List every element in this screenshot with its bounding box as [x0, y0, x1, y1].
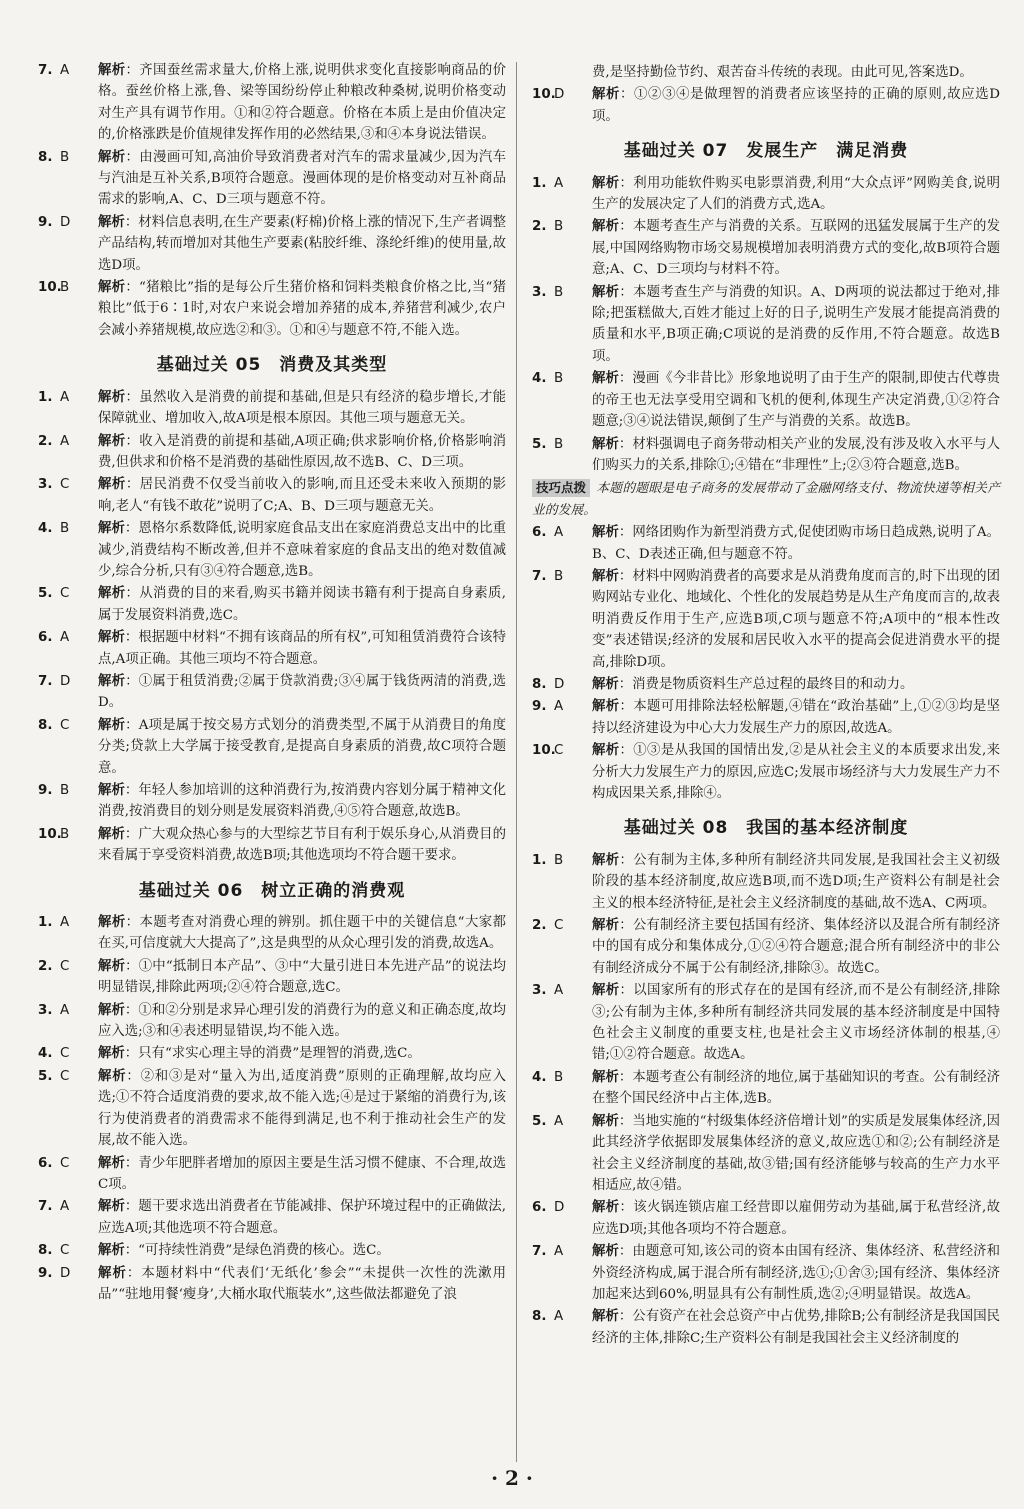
jiexi-label: 解析	[98, 432, 126, 449]
jiexi-label: 解析	[98, 782, 125, 798]
answer-item	[532, 216, 1000, 280]
left-pre-items	[38, 60, 506, 341]
answer-item	[38, 956, 506, 999]
jiexi-label: 解析	[98, 1198, 125, 1215]
answer-item	[38, 583, 506, 626]
jiexi-label: 解析	[98, 148, 126, 165]
item-number: 7.	[38, 673, 53, 689]
answer-item	[532, 566, 1000, 673]
answer-item	[532, 1306, 1000, 1349]
item-answer: B	[554, 284, 564, 300]
item-answer: A	[554, 525, 564, 541]
page-number: · 2 ·	[491, 1466, 533, 1490]
item-text: ：A项是属于按交易方式划分的消费类型,不属于从消费目的角度分类;贷款上大学属于接受教育,是提高自身素质的消费,故C项符合题意。	[98, 717, 506, 776]
item-number: 3.	[38, 1002, 53, 1018]
item-text: ：当地实施的“村级集体经济倍增计划”的实质是发展集体经济,因此其经济学依据即发展集体经济的意义,故应选①和②;公有制经济是社会主义经济制度的基础,故③错;国有经济能够与较高的生产力水平相适应,故④错。	[592, 1113, 1001, 1193]
item-text: ：收入是消费的前提和基础,A项正确;供求影响价格,价格影响消费,但供求和价格不是消费的基础性原因,故不选B、C、D三项。	[98, 433, 507, 470]
item-text: ：①中“抵制日本产品”、③中“大量引进日本先进产品”的说法均明显错误,排除此两项;②④符合题意,选C。	[98, 958, 506, 996]
answer-item	[532, 674, 1000, 695]
answer-item	[532, 696, 1000, 739]
item-text: ：由题意可知,该公司的资本由国有经济、集体经济、私营经济和外资经济构成,属于混合所有制经济,选①;①舍③;国有经济、集体经济加起来达到60%,明显具有公有制性质,选②;④明显错误。故选A。	[592, 1244, 1000, 1302]
jiexi-label: 解析	[98, 62, 126, 78]
item-answer: A	[60, 1002, 70, 1018]
item-number: 3.	[532, 983, 547, 999]
answer-item	[38, 912, 506, 955]
item-answer: A	[554, 1244, 564, 1260]
item-answer: A	[554, 1309, 564, 1325]
answer-item	[38, 212, 506, 276]
jiexi-label: 解析	[98, 1067, 127, 1084]
answer-item	[38, 671, 506, 714]
jiexi-label: 解析	[592, 1199, 620, 1216]
jiexi-label: 解析	[98, 957, 126, 974]
item-number: 1.	[38, 389, 53, 405]
item-text: ：齐国蚕丝需求量大,价格上涨,说明供求变化直接影响商品的价格。蚕丝价格上涨,鲁、梁等国纷纷停止种粮改种桑树,说明价格变动对生产具有调节作用。①和②符合题意。价格在本质上是由价值决定的,价格涨跌是价值规律发挥作用的必然结果,③和④本身说法错误。	[98, 63, 507, 143]
item-number: 3.	[532, 284, 547, 300]
jiexi-label: 解析	[98, 629, 125, 646]
jiexi-label: 解析	[592, 917, 620, 934]
item-answer: D	[554, 1200, 565, 1216]
item-answer: C	[60, 586, 70, 602]
answer-item	[38, 824, 506, 867]
jiexi-label: 解析	[592, 435, 619, 452]
jiexi-label: 解析	[98, 1264, 127, 1281]
jiexi-label: 解析	[98, 716, 126, 733]
answer-item	[38, 1240, 506, 1261]
answer-item	[532, 173, 1000, 216]
jiexi-label: 解析	[98, 1242, 125, 1259]
jiexi-label: 解析	[98, 213, 125, 230]
item-text: ：①属于租赁消费;②属于贷款消费;③④属于钱货两清的消费,选D。	[98, 673, 507, 711]
item-number: 8.	[38, 1243, 53, 1259]
answer-item	[38, 1066, 506, 1152]
item-answer: A	[554, 175, 564, 191]
tip-text: 本题的题眼是电子商务的发展带动了金融网络支付、物流快递等相关产业的发展。	[532, 481, 1000, 518]
answer-item	[532, 368, 1000, 432]
jiexi-label: 解析	[592, 851, 620, 868]
item-number: 4.	[38, 521, 53, 537]
item-text: ：材料强调电子商务带动相关产业的发展,没有涉及收入水平与人们购买力的关系,排除①;④错在“非理性”上;②③符合题意,选B。	[592, 436, 1000, 473]
item-answer: B	[60, 826, 70, 842]
item-answer: C	[554, 743, 564, 759]
item-number: 8.	[532, 676, 547, 692]
item-text: ：由漫画可知,高油价导致消费者对汽车的需求量减少,因为汽车与汽油是互补关系,B项符合题意。漫画体现的是价格变动对互补商品需求的影响,A、C、D三项与题意不符。	[98, 149, 507, 208]
item-number: 4.	[38, 1046, 53, 1062]
answer-item	[532, 1111, 1000, 1197]
item-text: ：以国家所有的形式存在的是国有经济,而不是公有制经济,排除③;公有制为主体,多种所有制经济共同发展的基本经济制度是中国特色社会主义制度的重要支柱,也是社会主义市场经济体制的根基,④错;①②符合题意。故选A。	[592, 983, 1001, 1063]
section-05-items	[38, 387, 506, 867]
answer-item	[38, 1043, 506, 1064]
item-answer: B	[554, 1069, 564, 1085]
item-answer: B	[60, 149, 70, 165]
item-text: ：材料中网购消费者的高要求是从消费角度而言的,时下出现的团购网站专业化、地域化、个性化的发展趋势是从生产角度而言的,故表明消费反作用于生产,应选B项,C项与题意不符;A项中的“根本性改变”表述错误;经济的发展和居民收入水平的提高会促进消费水平的提高,排除D项。	[592, 568, 1000, 670]
item-answer: B	[60, 280, 70, 296]
jiexi-label: 解析	[98, 914, 126, 931]
answer-item	[38, 518, 506, 582]
answer-item	[38, 1263, 506, 1306]
item-answer: B	[554, 852, 564, 868]
item-text: ：网络团购作为新型消费方式,促使团购市场日趋成熟,说明了A。B、C、D表述正确,但与题意不符。	[592, 525, 1001, 562]
item-number: 8.	[38, 149, 53, 165]
answer-item	[532, 740, 1000, 804]
item-answer: A	[60, 433, 70, 449]
item-answer: D	[60, 673, 71, 689]
item-text: ：本题考查生产与消费的关系。互联网的迅猛发展属于生产的发展,中国网络购物市场交易规模增加表明消费方式的变化,故B项符合题意;A、C、D三项均与材料不符。	[592, 219, 1001, 278]
item-text: ：漫画《今非昔比》形象地说明了由于生产的限制,即使古代尊贵的帝王也无法享受用空调和飞机的便利,体现生产决定消费,①②符合题意;③④说法错误,颠倒了生产与消费的关系。故选B。	[592, 371, 1000, 430]
answer-item	[532, 282, 1000, 368]
answer-item	[532, 1241, 1000, 1305]
right-column	[532, 62, 1000, 1350]
item-number: 6.	[38, 630, 53, 646]
column-divider	[516, 62, 517, 1462]
answer-item	[38, 474, 506, 517]
jiexi-label: 解析	[98, 1001, 125, 1018]
answer-item	[532, 1067, 1000, 1110]
answer-item	[532, 1197, 1000, 1240]
item-number: 5.	[532, 1113, 547, 1129]
item-number: 4.	[532, 1069, 547, 1085]
answer-item	[38, 277, 506, 341]
item-text: ：材料信息表明,在生产要素(籽棉)价格上涨的情况下,生产者调整产品结构,转而增加对其他生产要素(粘胶纤维、涤纶纤维)的使用量,故选D项。	[98, 214, 506, 273]
jiexi-label: 解析	[592, 698, 620, 715]
left-column	[38, 60, 506, 1306]
item-answer: D	[60, 214, 71, 230]
item-answer: C	[60, 1155, 70, 1171]
item-answer: A	[554, 983, 564, 999]
item-text: ：“可持续性消费”是绿色消费的核心。选C。	[124, 1243, 390, 1259]
answer-item	[38, 1153, 506, 1196]
section-07-items	[532, 173, 1000, 805]
item-answer: B	[554, 371, 564, 387]
answer-item	[532, 980, 1000, 1066]
item-number: 3.	[38, 477, 53, 493]
item-answer: B	[554, 568, 564, 584]
item-text: ：①③是从我国的国情出发,②是从社会主义的本质要求出发,来分析大力发展生产力的原因,应选C;发展市场经济与大力发展生产力不构成因果关系,排除④。	[592, 743, 1001, 801]
item-text: ：居民消费不仅受当前收入的影响,而且还受未来收入预期的影响,老人“有钱不敢花”说明了C;A、B、D三项与题意无关。	[98, 477, 506, 514]
section-title-08: 基础过关 08 我国的基本经济制度	[623, 818, 909, 839]
item-number: 2.	[38, 958, 53, 974]
item-number: 5.	[38, 586, 53, 602]
item-answer: C	[60, 1068, 70, 1084]
item-number: 10.	[532, 743, 556, 759]
jiexi-label: 解析	[98, 1154, 125, 1171]
item-number: 7.	[38, 1199, 53, 1215]
item-number: 2.	[532, 918, 547, 934]
jiexi-label: 解析	[592, 370, 619, 387]
item-number: 5.	[38, 1068, 53, 1084]
item-text: ：本题考查公有制经济的地位,属于基础知识的考查。公有制经济在整个国民经济中占主体,选B。	[592, 1069, 1000, 1107]
item-answer: A	[60, 915, 70, 931]
item-answer: D	[554, 87, 565, 103]
item-answer: C	[60, 1046, 70, 1062]
item-text: ：本题考查对消费心理的辨别。抓住题干中的关键信息“大家都在买,可信度就大大提高了”,这是典型的从众心理引发的消费,故选A。	[98, 915, 507, 952]
section-title-06: 基础过关 06 树立正确的消费观	[138, 880, 406, 901]
answer-item	[38, 431, 506, 474]
item-number: 9.	[38, 1265, 53, 1281]
item-answer: C	[60, 1243, 70, 1259]
jiexi-label: 解析	[98, 476, 126, 493]
tip-box	[532, 478, 1000, 521]
jiexi-label: 解析	[592, 524, 619, 541]
jiexi-label: 解析	[592, 742, 620, 759]
item-text: ：①②③④是做理智的消费者应该坚持的正确的原则,故应选D项。	[592, 87, 1000, 124]
item-number: 4.	[532, 371, 547, 387]
item-number: 9.	[38, 214, 53, 230]
answer-item	[38, 60, 506, 146]
answer-item	[532, 434, 1000, 477]
jiexi-label: 解析	[98, 672, 126, 689]
jiexi-label: 解析	[592, 1308, 619, 1325]
jiexi-label: 解析	[592, 567, 619, 584]
item-answer: A	[60, 63, 70, 78]
item-text: ：青少年肥胖者增加的原因主要是生活习惯不健康、不合理,故选C项。	[98, 1155, 506, 1192]
item-number: 1.	[38, 915, 53, 931]
jiexi-label: 解析	[592, 982, 620, 999]
item-number: 7.	[532, 1244, 547, 1260]
item-text: ：从消费的目的来看,购买书籍并阅读书籍有利于提高自身素质,属于发展资料消费,选C。	[98, 586, 507, 623]
item-text: ：消费是物质资料生产总过程的最终目的和动力。	[618, 676, 914, 692]
item-text: ：利用功能软件购买电影票消费,利用“大众点评”网购美食,说明生产的发展决定了人们的消费方式,选A。	[592, 175, 1001, 213]
item-number: 1.	[532, 852, 547, 868]
item-text: ：本题可用排除法轻松解题,④错在“政治基础”上,①②③均是坚持以经济建设为中心大力发展生产力的原因,故选A。	[592, 699, 1001, 736]
item-text: ：该火锅连锁店雇工经营即以雇佣劳动为基础,属于私营经济,故应选D项;其他各项均不符合题意。	[592, 1200, 1001, 1237]
item-text: ：“猪粮比”指的是每公斤生猪价格和饲料类粮食价格之比,当“猪粮比”低于6∶1时,对农户来说会增加养猪的成本,养猪营利减少,农户会减小养猪规模,故应选②和③。①和④与题意不符,不能入选。	[98, 280, 507, 338]
continued-text	[532, 62, 1000, 83]
section-08-items	[532, 850, 1000, 1349]
answer-item	[38, 387, 506, 430]
item-number: 10.	[38, 280, 62, 296]
item-text: ：①和②分别是求异心理引发的消费行为的意义和正确态度,故均应入选;③和④表述明显错误,均不能入选。	[98, 1002, 506, 1040]
jiexi-label: 解析	[592, 1112, 619, 1129]
answer-item	[532, 915, 1000, 979]
jiexi-label: 解析	[592, 86, 621, 103]
item-number: 1.	[532, 175, 547, 191]
jiexi-label: 解析	[592, 1068, 619, 1085]
item-answer: D	[60, 1265, 71, 1281]
jiexi-label: 解析	[98, 1045, 125, 1062]
item-text: ：公有资产在社会总资产中占优势,排除B;公有制经济是我国国民经济的主体,排除C;生产资料公有制是我国社会主义经济制度的	[592, 1309, 1001, 1346]
item-text: ：年轻人参加培训的这种消费行为,按消费内容划分属于精神文化消费,按消费目的划分则是发展资料消费,④⑤符合题意,故选B。	[98, 783, 506, 820]
item-answer: C	[554, 918, 564, 934]
tip-label: 技巧点拨	[532, 479, 590, 497]
item-number: 2.	[532, 219, 547, 235]
jiexi-label: 解析	[98, 585, 126, 602]
item-number: 5.	[532, 436, 547, 452]
item-text: ：本题材料中“代表们‘无纸化’参会”“未提供一次性的洗漱用品”“驻地用餐‘瘦身’,大桶水取代瓶装水”,这些做法都避免了浪	[98, 1265, 506, 1302]
item-answer: A	[554, 699, 564, 715]
item-text: ：本题考查生产与消费的知识。A、D两项的说法都过于绝对,排除;把蛋糕做大,百姓才能过上好的日子,说明生产发展才能提高消费的质量和水平,B项正确;C项说的是消费的反作用,不符合题意。故选B项。	[592, 284, 1000, 364]
item-number: 7.	[38, 63, 53, 78]
jiexi-label: 解析	[592, 1243, 619, 1260]
item-answer: A	[60, 389, 70, 405]
item-answer: B	[60, 783, 70, 798]
answer-item	[38, 627, 506, 670]
section-06-items	[38, 912, 506, 1305]
answer-item	[532, 850, 1000, 914]
jiexi-label: 解析	[98, 279, 126, 296]
item-text: ：题干要求选出消费者在节能减排、保护环境过程中的正确做法,应选A项;其他选项不符合题意。	[98, 1199, 506, 1236]
item-number: 9.	[532, 699, 547, 715]
answer-item	[38, 780, 506, 823]
jiexi-label: 解析	[98, 520, 125, 537]
jiexi-label: 解析	[98, 388, 126, 405]
jiexi-label: 解析	[592, 675, 619, 692]
item-text: ：广大观众热心参与的大型综艺节目有利于娱乐身心,从消费目的来看属于享受资料消费,故选B项;其他选项均不符合题干要求。	[98, 826, 506, 864]
jiexi-label: 解析	[592, 283, 620, 300]
item-text: ：恩格尔系数降低,说明家庭食品支出在家庭消费总支出中的比重减少,消费结构不断改善,但并不意味着家庭的食品支出的绝对数值减少,综合分析,只有③④符合题意,选B。	[98, 521, 506, 579]
item-number: 8.	[532, 1309, 547, 1325]
answer-item	[532, 522, 1000, 565]
item-number: 6.	[532, 1200, 547, 1216]
item-number: 9.	[38, 783, 53, 798]
answer-item	[38, 1000, 506, 1043]
answer-item	[38, 715, 506, 779]
section-title-07: 基础过关 07 发展生产 满足消费	[623, 141, 909, 162]
item-number: 2.	[38, 433, 53, 449]
item-answer: C	[60, 958, 70, 974]
section-title-05: 基础过关 05 消费及其类型	[156, 355, 388, 376]
item-text: ：虽然收入是消费的前提和基础,但是只有经济的稳步增长,才能保障就业、增加收入,故A项是根本原因。其他三项与题意无关。	[98, 389, 507, 427]
item-answer: B	[60, 521, 70, 537]
jiexi-label: 解析	[592, 218, 620, 235]
item-number: 6.	[532, 525, 547, 541]
jiexi-label: 解析	[592, 174, 620, 191]
item-answer: A	[60, 1199, 70, 1215]
item-answer: B	[554, 436, 564, 452]
item-text: ：②和③是对“量入为出,适度消费”原则的正确理解,故均应入选;①不符合适度消费的要求,故不能入选;④是过于紧缩的消费行为,该行为使消费者的消费需求不能得到满足,也不利于推动社会生产的发展,故不能入选。	[98, 1068, 507, 1149]
item-number: 7.	[532, 568, 547, 584]
item-number: 6.	[38, 1155, 53, 1171]
item-answer: A	[554, 1113, 564, 1129]
item-number: 10.	[38, 826, 62, 842]
item-text: ：根据题中材料“不拥有该商品的所有权”,可知租赁消费符合该特点,A项正确。其他三项均不符合题意。	[98, 630, 507, 667]
answer-item	[38, 147, 506, 211]
item-text: ：公有制经济主要包括国有经济、集体经济以及混合所有制经济中的国有成分和集体成分,①②④符合题意;混合所有制经济中的非公有制经济成分不属于公有制经济,排除③。故选C。	[592, 918, 1001, 976]
item-answer: C	[60, 477, 70, 493]
item-answer: C	[60, 717, 70, 733]
item-answer: A	[60, 630, 70, 646]
item-text: 费,是坚持勤俭节约、艰苦奋斗传统的表现。由此可见,答案选D。	[592, 65, 973, 80]
item-text: ：只有“求实心理主导的消费”是理智的消费,选C。	[124, 1046, 421, 1062]
jiexi-label: 解析	[98, 825, 125, 842]
item-answer: D	[554, 676, 565, 692]
item-text: ：公有制为主体,多种所有制经济共同发展,是我国社会主义初级阶段的基本经济制度,故应选B项,而不选D项;生产资料公有制是社会主义的根本经济特征,是社会主义经济制度的基础,故不选A、C两项。	[592, 852, 1001, 911]
item-number: 8.	[38, 717, 53, 733]
answer-item	[38, 1196, 506, 1239]
answer-item	[532, 84, 1000, 127]
item-answer: B	[554, 219, 564, 235]
item-number: 10.	[532, 87, 556, 103]
